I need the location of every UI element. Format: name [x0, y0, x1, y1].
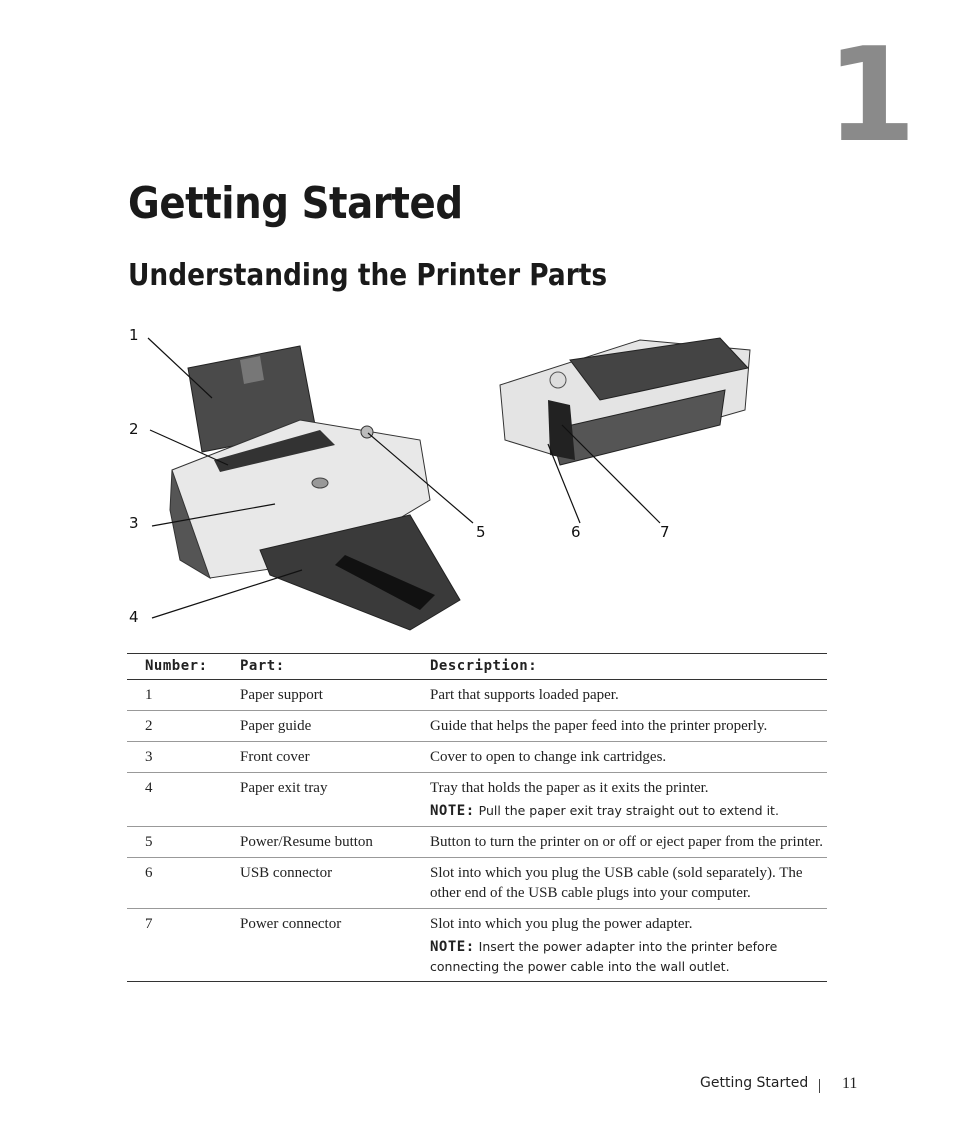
note-text: Insert the power adapter into the printer before connecting the power cable into the wall outlet. — [430, 939, 778, 974]
note — [430, 801, 827, 821]
row-description: Cover to open to change ink cartridges. — [430, 742, 827, 773]
printer-front-illustration — [170, 346, 460, 630]
table-header-row — [127, 654, 827, 680]
row-number: 3 — [127, 742, 240, 773]
row-description: Button to turn the printer on or off or eject paper from the printer. — [430, 827, 827, 858]
row-description: Part that supports loaded paper. — [430, 680, 827, 711]
row-part: Paper exit tray — [240, 773, 430, 827]
printer-parts-figure — [120, 320, 800, 640]
footer-divider — [819, 1079, 820, 1093]
note-text: Pull the paper exit tray straight out to extend it. — [478, 803, 779, 818]
row-description: Tray that holds the paper as it exits the printer. NOTE: Pull the paper exit tray straight out to extend it. — [430, 773, 827, 827]
chapter-title: Getting Started — [128, 178, 463, 229]
row-number: 5 — [127, 827, 240, 858]
printer-rear-illustration — [500, 338, 750, 465]
header-description: Description: — [430, 654, 827, 680]
page-number: 11 — [842, 1075, 858, 1092]
section-title: Understanding the Printer Parts — [128, 258, 608, 293]
table-row — [127, 858, 827, 909]
note — [430, 937, 827, 976]
callout-3: 3 — [129, 514, 139, 532]
row-part: Power connector — [240, 909, 430, 982]
chapter-number: 1 — [826, 19, 917, 171]
row-part: Paper support — [240, 680, 430, 711]
footer-section-name: Getting Started — [700, 1075, 809, 1091]
row-number: 7 — [127, 909, 240, 982]
table-row — [127, 773, 827, 827]
note-label: NOTE: — [430, 803, 475, 819]
table-row — [127, 742, 827, 773]
row-description: Guide that helps the paper feed into the printer properly. — [430, 711, 827, 742]
callout-5: 5 — [476, 523, 486, 541]
callout-4: 4 — [129, 608, 139, 626]
row-number: 2 — [127, 711, 240, 742]
callout-1: 1 — [129, 326, 139, 344]
table-row — [127, 711, 827, 742]
row-number: 4 — [127, 773, 240, 827]
row-part: Power/Resume button — [240, 827, 430, 858]
header-number: Number: — [127, 654, 240, 680]
row-part: USB connector — [240, 858, 430, 909]
callout-7: 7 — [660, 523, 670, 541]
note-label: NOTE: — [430, 939, 475, 955]
callout-2: 2 — [129, 420, 139, 438]
header-part: Part: — [240, 654, 430, 680]
table-row — [127, 827, 827, 858]
table-row — [127, 909, 827, 982]
row-part: Front cover — [240, 742, 430, 773]
row-number: 1 — [127, 680, 240, 711]
row-number: 6 — [127, 858, 240, 909]
table-row — [127, 680, 827, 711]
callout-6: 6 — [571, 523, 581, 541]
row-description: Slot into which you plug the USB cable (sold separately). The other end of the USB cable plugs into your computer. — [430, 858, 827, 909]
row-description: Slot into which you plug the power adapter. NOTE: Insert the power adapter into the printer before connecting the power cable into the wall outlet. — [430, 909, 827, 982]
row-part: Paper guide — [240, 711, 430, 742]
parts-table — [127, 653, 827, 982]
